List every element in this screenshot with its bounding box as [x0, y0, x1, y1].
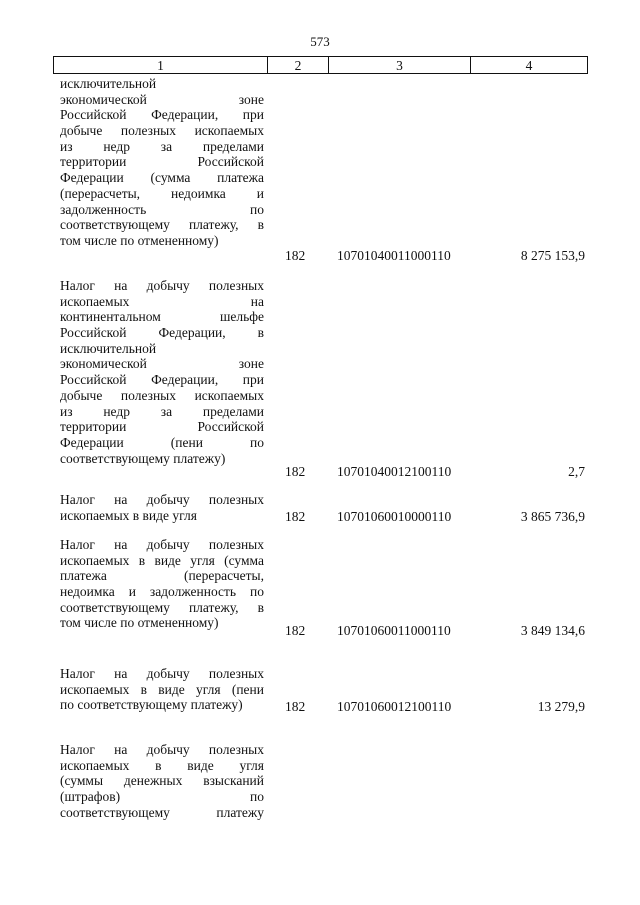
- amount-value: 8 275 153,9: [520, 248, 585, 263]
- budget-classification-code: 10701060010000110: [337, 509, 452, 524]
- description-line: Российской Федерации, в: [60, 325, 264, 341]
- description-line: из недр за пределами: [60, 403, 264, 419]
- row-description: [60, 742, 264, 820]
- description-line: задолженность по: [60, 201, 264, 217]
- description-line: Налог на добычу полезных: [60, 492, 264, 507]
- description-line: по соответствующему платежу): [60, 697, 243, 713]
- description-line: соответствующему платежу, в: [60, 217, 264, 233]
- description-line: платежа (перерасчеты,: [60, 568, 264, 584]
- description-line: том числе по отмененному): [60, 615, 219, 631]
- description-line: добыче полезных ископаемых: [60, 123, 264, 139]
- row-description: [60, 492, 264, 523]
- table-row: [53, 742, 588, 832]
- budget-classification-code: 10701040011000110: [337, 248, 451, 263]
- description-line: территории Российской: [60, 154, 264, 170]
- column-header-2: 2: [268, 57, 329, 73]
- description-line: экономической зоне: [60, 91, 264, 107]
- description-line: ископаемых в виде угля: [60, 757, 264, 773]
- row-description: [60, 537, 264, 631]
- description-line: соответствующему платежу, в: [60, 599, 264, 615]
- column-header-1: 1: [54, 57, 268, 73]
- table-row: [53, 76, 588, 266]
- description-line: Налог на добычу полезных: [60, 742, 264, 757]
- budget-classification-code: 10701060011000110: [337, 623, 451, 638]
- admin-code: 182: [285, 509, 306, 524]
- description-line: Налог на добычу полезных: [60, 666, 264, 681]
- description-line: исключительной: [60, 76, 157, 91]
- table-header-row: [53, 56, 588, 74]
- description-line: (штрафов) по: [60, 789, 264, 805]
- description-line: территории Российской: [60, 419, 264, 435]
- description-line: соответствующему платежу): [60, 450, 226, 466]
- description-line: ископаемых на: [60, 293, 264, 309]
- table-row: [53, 278, 588, 483]
- description-line: Федерации (сумма платежа: [60, 170, 264, 186]
- table-row: [53, 666, 588, 718]
- description-line: (перерасчеты, недоимка и: [60, 185, 264, 201]
- budget-classification-code: 10701060012100110: [337, 699, 452, 714]
- budget-classification-code: 10701040012100110: [337, 464, 452, 479]
- admin-code: 182: [285, 248, 306, 263]
- column-header-3: 3: [329, 57, 471, 73]
- description-line: Налог на добычу полезных: [60, 537, 264, 552]
- row-description: [60, 666, 264, 713]
- table-row: [53, 492, 588, 526]
- table-row: [53, 537, 588, 637]
- admin-code: 182: [285, 623, 306, 638]
- page-number: 573: [310, 34, 330, 49]
- description-line: континентальном шельфе: [60, 309, 264, 325]
- description-line: ископаемых в виде угля: [60, 507, 197, 523]
- description-line: ископаемых в виде угля (пени: [60, 681, 264, 697]
- description-line: (суммы денежных взысканий: [60, 773, 264, 789]
- description-line: ископаемых в виде угля (сумма: [60, 552, 264, 568]
- row-description: [60, 278, 264, 466]
- admin-code: 182: [285, 464, 306, 479]
- description-line: добыче полезных ископаемых: [60, 387, 264, 403]
- description-line: Российской Федерации, при: [60, 372, 264, 388]
- amount-value: 3 865 736,9: [520, 509, 585, 524]
- amount-value: 3 849 134,6: [520, 623, 585, 638]
- row-description: [60, 76, 264, 249]
- description-line: том числе по отмененному): [60, 232, 219, 248]
- amount-value: 2,7: [568, 464, 585, 479]
- description-line: исключительной: [60, 340, 157, 356]
- description-line: Федерации (пени по: [60, 434, 264, 450]
- description-line: Российской Федерации, при: [60, 107, 264, 123]
- description-line: недоимка и задолженность по: [60, 584, 264, 600]
- admin-code: 182: [285, 699, 306, 714]
- description-line: экономической зоне: [60, 356, 264, 372]
- amount-value: 13 279,9: [537, 699, 585, 714]
- description-line: из недр за пределами: [60, 138, 264, 154]
- column-header-4: 4: [525, 58, 533, 73]
- description-line: соответствующему платежу: [60, 804, 264, 820]
- description-line: Налог на добычу полезных: [60, 278, 264, 293]
